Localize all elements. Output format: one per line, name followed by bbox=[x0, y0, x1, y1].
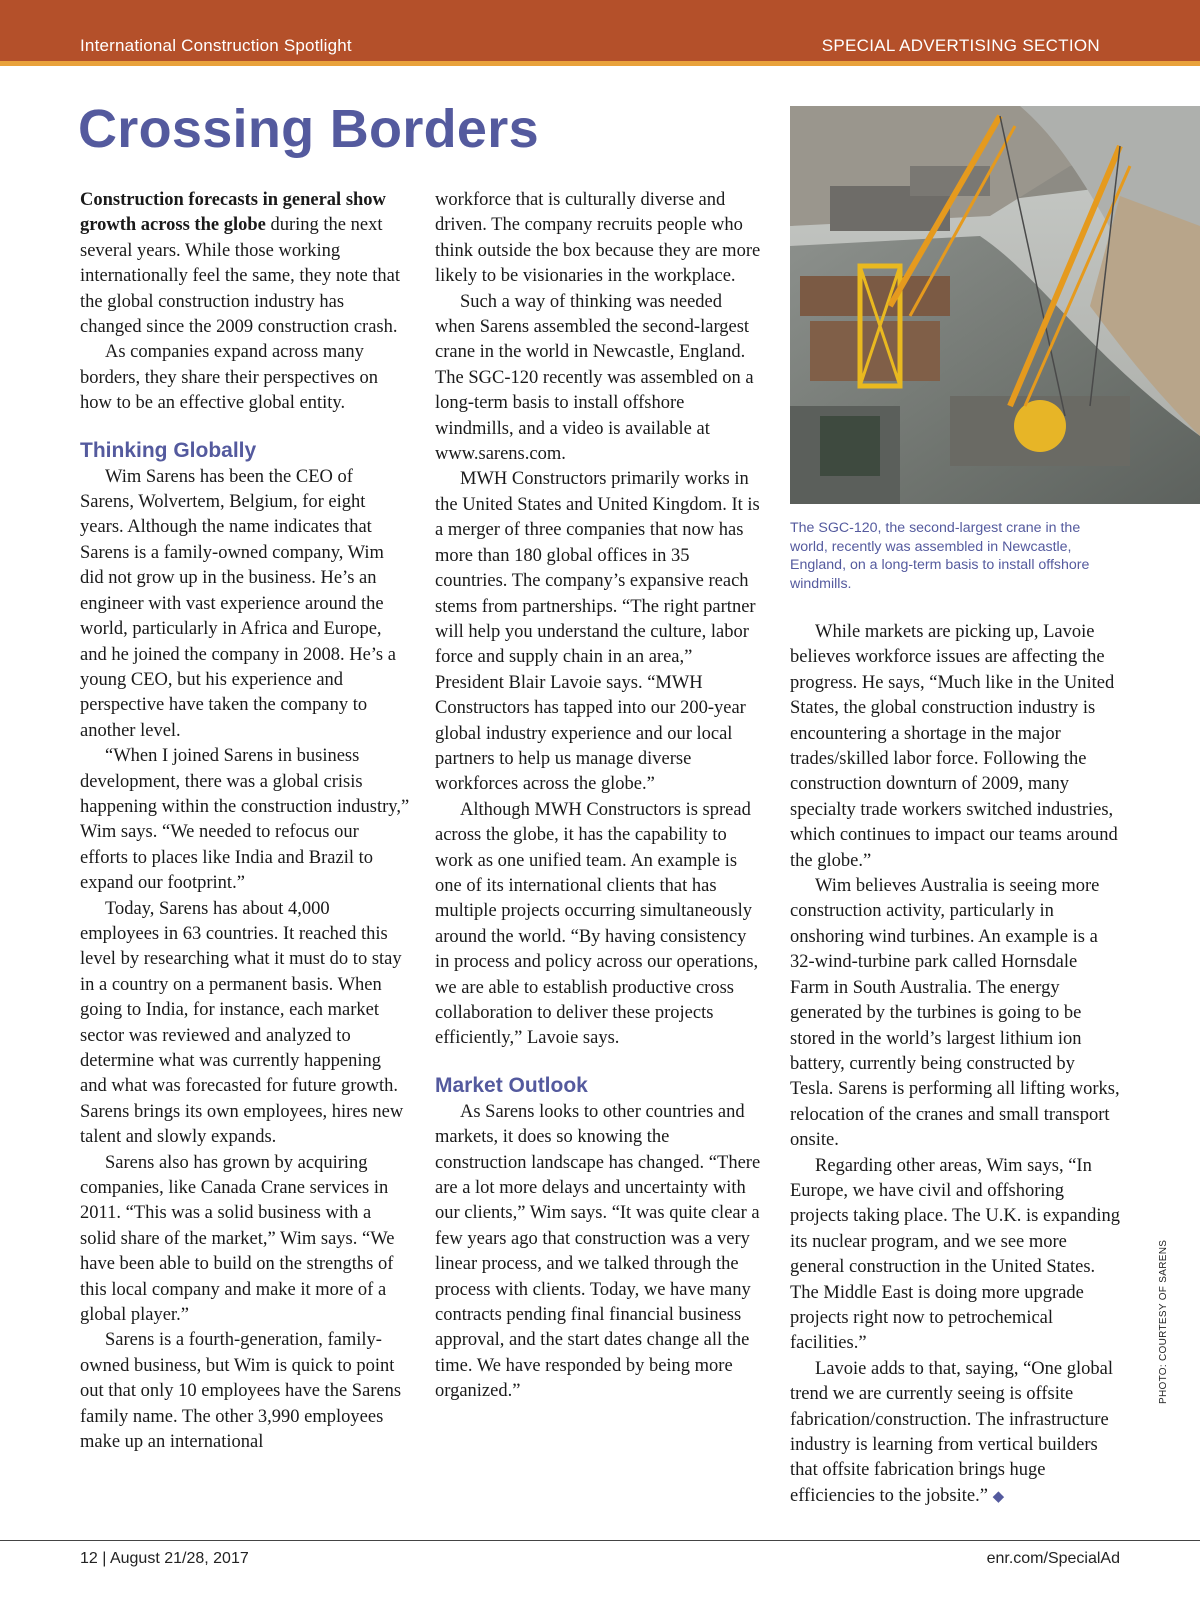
section-heading-market-outlook: Market Outlook bbox=[435, 1073, 588, 1097]
intro-lead: Construction forecasts in general show growth across the globe bbox=[80, 190, 386, 236]
section-type: SPECIAL ADVERTISING SECTION bbox=[821, 36, 1100, 55]
paragraph: Although MWH Constructors is spread across the globe, it has the capability to work as one unified team. An example is one of its international clients that has multiple projects occurring simultaneously around the world. “By having consistency in process and policy across our operations, we are able to establish productive cross collaboration to deliver these projects efficiently,” Lavoie says. bbox=[435, 799, 759, 1049]
crane-photo-illustration bbox=[790, 106, 1200, 504]
paragraph: “When I joined Sarens in business development, there was a global crisis happening within the construction industry,” Wim says. “We needed to refocus our efforts to places like India and Brazil to expand our footprint.” bbox=[80, 746, 410, 894]
closing-text: Lavoie adds to that, saying, “One global trend we are currently seeing is offsite fabrication/construction. The infrastructure industry is learning from vertical builders that offsite fabrication brings huge efficiencies to the jobsite.” bbox=[790, 1358, 1113, 1506]
article-title: Crossing Borders bbox=[78, 99, 539, 159]
column-1 bbox=[80, 188, 410, 1456]
closing-paragraph bbox=[790, 1357, 1120, 1510]
paragraph: Today, Sarens has about 4,000 employees in 63 countries. It reached this level by researching what it must do to stay in a country on a permanent basis. When going to India, for instance, each market sector was reviewed and analyzed to determine what was currently happening and what was forecasted for future growth. Sarens brings its own employees, hires new talent and slowly expands. bbox=[80, 898, 404, 1148]
paragraph: Such a way of thinking was needed when Sarens assembled the second-largest crane in the world in Newcastle, England. The SGC-120 recently was assembled on a long-term basis to install offshore windmills, and a video is available at www.sarens.com. bbox=[435, 291, 754, 465]
paragraph: As Sarens looks to other countries and markets, it does so knowing the construction landscape has changed. “There are a lot more delays and uncertainty with our clients,” Wim says. “It was quite clear a few years ago that construction was a very linear process, and we talked through the process with clients. Today, we have many contracts pending final financial business approval, and the start dates change all the time. We have responded by being more organized.” bbox=[435, 1101, 761, 1402]
intro-paragraph bbox=[80, 188, 410, 340]
paragraph: MWH Constructors primarily works in the United States and United Kingdom. It is a merger of three companies that now has more than 180 global offices in 35 countries. The company’s expansive reach stems from partnerships. “The right partner will help you understand the culture, labor force and supply chain in an area,” President Blair Lavoie says. “MWH Constructors has tapped into our 200-year global industry experience and our local partners to help us manage diverse workforces across the globe.” bbox=[435, 469, 760, 795]
footer-divider bbox=[0, 1540, 1200, 1541]
paragraph: Regarding other areas, Wim says, “In Europe, we have civil and offshoring projects taking place. The U.K. is expanding its nuclear program, and we see more general construction in the United States. The Middle East is doing more upgrade projects right now to petrochemical facilities.” bbox=[790, 1155, 1121, 1354]
column-3 bbox=[790, 620, 1120, 1510]
crane-photo bbox=[790, 106, 1200, 504]
paragraph: workforce that is culturally diverse and driven. The company recruits people who think outside the box because they are more likely to be visionaries in the workplace. bbox=[435, 190, 761, 287]
photo-caption: The SGC-120, the second-largest crane in the world, recently was assembled in Newcastle, England, on a long-term basis to install offshore windmills. bbox=[790, 520, 1090, 592]
section-heading-thinking-globally: Thinking Globally bbox=[80, 438, 257, 462]
page-info: 12 | August 21/28, 2017 bbox=[80, 1550, 249, 1567]
diamond-end-icon: ◆ bbox=[992, 1488, 1005, 1505]
intro-rest: during the next several years. While those working internationally feel the same, they note that the global construction industry has changed since the 2009 construction crash. bbox=[80, 215, 401, 338]
section-name: International Construction Spotlight bbox=[80, 36, 352, 55]
paragraph: Sarens also has grown by acquiring companies, like Canada Crane services in 2011. “This was a solid business with a solid share of the market,” Wim says. “We have been able to build on the strengths of this local company and make it more of a global player.” bbox=[80, 1152, 395, 1326]
paragraph: While markets are picking up, Lavoie believes workforce issues are affecting the progress. He says, “Much like in the United States, the global construction industry is encountering a shortage in the major trades/skilled labor force. Following the construction downturn of 2009, many specialty trade workers switched industries, which continues to impact our teams around the globe.” bbox=[790, 622, 1118, 871]
column-2 bbox=[435, 188, 765, 1405]
paragraph: Sarens is a fourth-generation, family-owned business, but Wim is quick to point out that only 10 employees have the Sarens family name. The other 3,990 employees make up an international bbox=[80, 1330, 402, 1453]
paragraph: Wim Sarens has been the CEO of Sarens, Wolvertem, Belgium, for eight years. Although the name indicates that Sarens is a family-owned company, Wim did not grow up in the business. He’s an engineer with vast experience around the world, particularly in Africa and Europe, and he joined the company in 2008. He’s a young CEO, but his experience and perspective have taken the company to another level. bbox=[80, 466, 396, 741]
footer-url: enr.com/SpecialAd bbox=[986, 1550, 1120, 1567]
paragraph: As companies expand across many borders, they share their perspectives on how to be an effective global entity. bbox=[80, 342, 378, 414]
photo-credit: PHOTO: COURTESY OF SARENS bbox=[1158, 1239, 1169, 1404]
paragraph: Wim believes Australia is seeing more construction activity, particularly in onshoring wind turbines. An example is a 32-wind-turbine park called Hornsdale Farm in South Australia. The energy generated by the turbines is going to be stored in the world’s largest lithium ion battery, currently being constructed by Tesla. Sarens is performing all lifting works, relocation of the cranes and small transport onsite. bbox=[790, 876, 1120, 1151]
header-bar bbox=[0, 0, 1200, 66]
